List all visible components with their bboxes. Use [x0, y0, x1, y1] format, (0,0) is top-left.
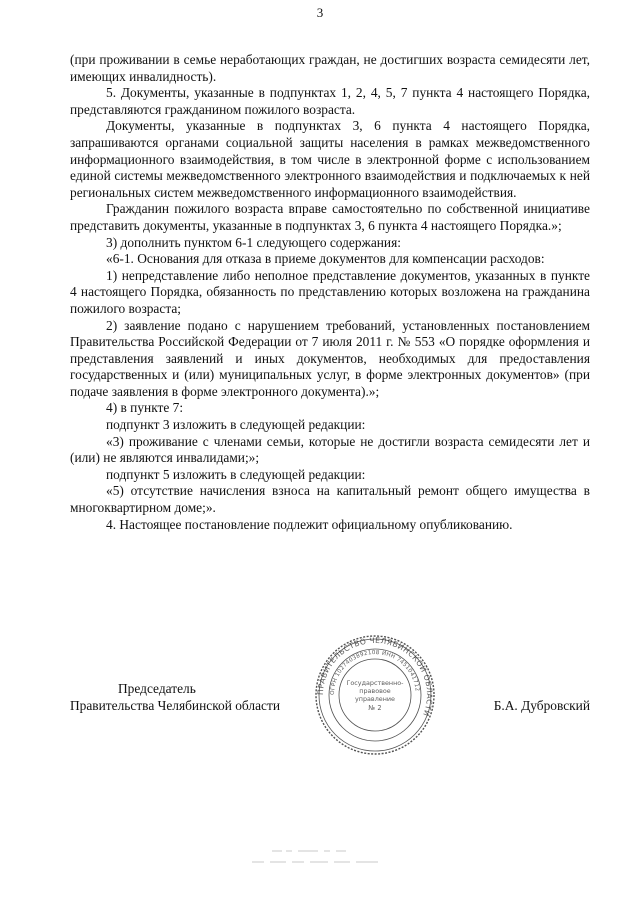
- paragraph: 5. Документы, указанные в подпунктах 1, 2, 4, 5, 7 пункта 4 настоящего Порядка, представляются гражданином пожилого возраста.: [70, 85, 590, 117]
- paragraph: «6-1. Основания для отказа в приеме документов для компенсации расходов:: [106, 251, 545, 267]
- paragraph: 4. Настоящее постановление подлежит официальному опубликованию.: [106, 516, 513, 532]
- signatory-organization: Правительства Челябинской области: [70, 698, 280, 713]
- signatory-name: Б.А. Дубровский: [493, 698, 590, 713]
- paragraph: подпункт 5 изложить в следующей редакции:: [106, 466, 366, 482]
- paragraph: подпункт 3 изложить в следующей редакции:: [106, 417, 366, 433]
- paragraph: «5) отсутствие начисления взноса на капитальный ремонт общего имущества в многоквартирном доме;».: [70, 483, 590, 516]
- paragraph: 1) непредставление либо неполное представление документов, указанных в пункте 4 настоящего Порядка, обязанность по представлению которых возложена на гражданина пожилого возраста;: [70, 267, 590, 316]
- paragraph: Гражданин пожилого возраста вправе самостоятельно по собственной инициативе представить документы, указанные в подпунктах 3, 6 пункта 4 настоящего Порядка.»;: [70, 201, 590, 233]
- seal-line: правовое: [359, 687, 391, 695]
- paragraph: 4) в пункте 7:: [106, 400, 184, 416]
- faint-stamp-mark: [246, 846, 406, 868]
- official-seal: [310, 632, 440, 758]
- signatory-title: Председатель: [118, 681, 196, 696]
- paragraph: Документы, указанные в подпунктах 3, 6 пункта 4 настоящего Порядка, запрашиваются органами социальной защиты населения в рамках межведомственного информационного взаимодействия, в том числе в электронной форме с использованием единой системы межведомственного электронного взаимодействия и подключаемых к ней региональных систем межведомственного информационного взаимодействия.: [70, 118, 590, 200]
- seal-line: № 2: [368, 704, 382, 712]
- seal-line: Государственно-: [346, 679, 404, 687]
- document-body: [70, 52, 590, 533]
- paragraph: «3) проживание с членами семьи, которые не достигли возраста семидесяти лет и (или) не являются инвалидами;»;: [70, 433, 590, 466]
- paragraph: 3) дополнить пунктом 6-1 следующего содержания:: [106, 234, 401, 250]
- seal-line: управление: [355, 695, 395, 703]
- paragraph: (при проживании в семье неработающих граждан, не достигших возраста семидесяти лет, имеющих инвалидность).: [70, 52, 590, 84]
- page-number: 3: [316, 5, 324, 20]
- seal-codes: ОГРН 1027403892108 ИНН 7451041712: [329, 649, 420, 696]
- seal-outer-text: ПРАВИТЕЛЬСТВО ЧЕЛЯБИНСКОЙ ОБЛАСТИ: [315, 635, 435, 718]
- paragraph: 2) заявление подано с нарушением требований, установленных постановлением Правительства Российской Федерации от 7 июля 2011 г. № 553 «О порядке оформления и представления заявлений и иных документов, необходимых для предоставления государственных и (или) муниципальных услуг, в форме электронных документов» (при подаче заявления в форме электронного документа).»;: [70, 317, 590, 399]
